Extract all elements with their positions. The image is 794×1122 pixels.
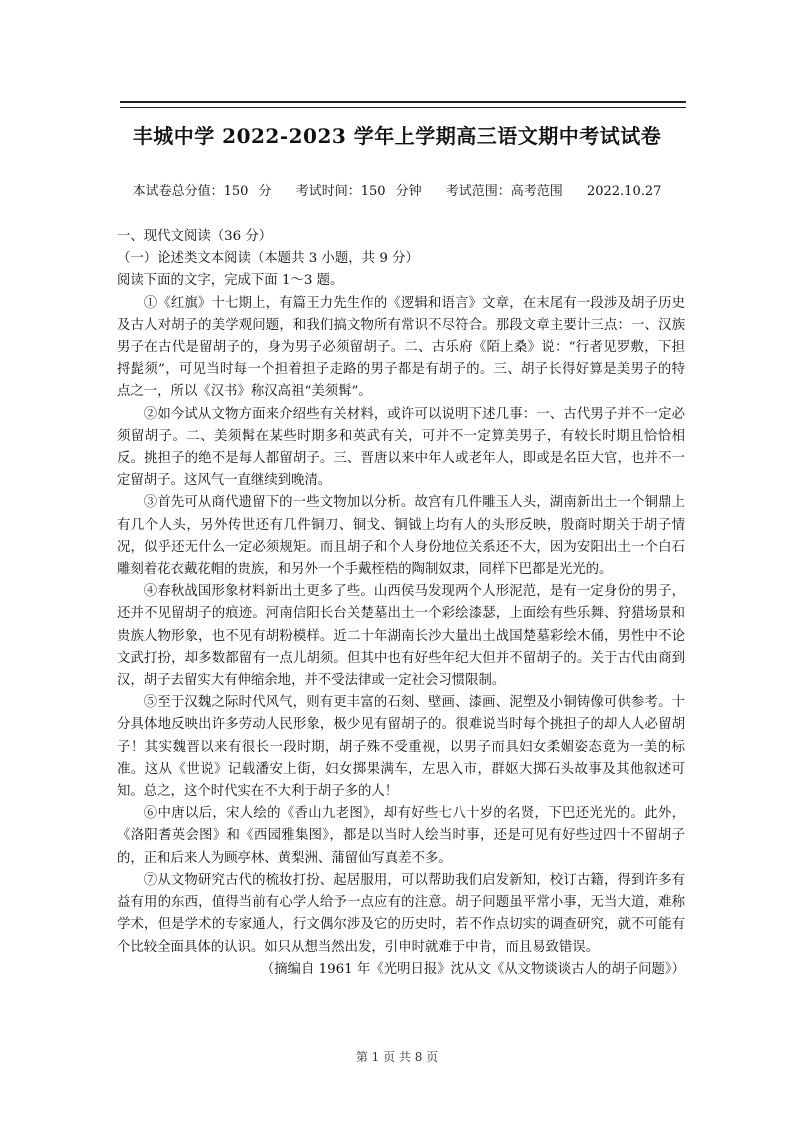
exam-title: 丰城中学 2022-2023 学年上学期高三语文期中考试试卷: [132, 124, 662, 148]
paragraph-7: ⑦从文物研究古代的梳妆打扮、起居服用，可以帮助我们启发新知，校订古籍，得到许多有益有用的东西，值得当前有心学人给予一点应有的注意。胡子问题虽平常小事，无当大道，难称学术，但是学术的专家通人，行文偶尔涉及它的历史时，若不作点切实的调查研究，就不可能有个比较全面具体的认识。如只从想当然出发，引申时就难于中肯，而且易致错误。: [117, 872, 685, 955]
paragraph-1: ①《红旗》十七期上，有篇王力先生作的《逻辑和语言》文章，在末尾有一段涉及胡子历史及古人对胡子的美学观问题，和我们搞文物所有常识不尽符合。那段文章主要计三点：一、汉族男子在古代是留胡子的，身为男子必须留胡子。二、古乐府《陌上桑》说：“行者见罗敷，下担捋髭须”，可见当时每一个担着担子走路的男子都是有胡子的。三、胡子长得好算是美男子的特点之一，所以《汉书》称汉高祖“美须髯”。: [117, 295, 685, 400]
exam-date: 2022.10.27: [586, 184, 662, 199]
exam-scope: 考试范围：高考范围: [445, 184, 563, 199]
total-score: 本试卷总分值：150 分: [132, 184, 272, 199]
paragraph-5: ⑤至于汉魏之际时代风气，则有更丰富的石刻、壁画、漆画、泥塑及小铜铸像可供参考。十分具体地反映出许多劳动人民形象，极少见有留胡子的。很难说当时每个挑担子的却人人必留胡子！其实魏晋以来有很长一段时期，胡子殊不受重视，以男子而具妇女柔媚姿态竟为一美的标准。这从《世说》记载潘安上街，妇女掷果满车，左思入市，群妪大掷石头故事及其他叙述可知。总之，这个时代实在不大利于胡子多的人！: [117, 695, 685, 800]
instruction-text: 阅读下面的文字，完成下面 1～3 题。: [117, 273, 344, 289]
page-number: 第 1 页 共 8 页: [355, 1050, 439, 1064]
paragraph-4: ④春秋战国形象材料新出土更多了些。山西侯马发现两个人形泥范，是有一定身份的男子，还并不见留胡子的痕迹。河南信阳长台关楚墓出土一个彩绘漆瑟，上面绘有些乐舞、狩猎场景和贵族人物形象，也不见有胡粉模样。近二十年湖南长沙大量出土战国楚墓彩绘木俑，男性中不论文武打扮，却多数都留有一点儿胡须。但其中也有好些年纪大但并不留胡子的。关于古代由商到汉，胡子去留实大有伸缩余地，并不受法律或一定社会习惯限制。: [117, 584, 685, 689]
exam-time: 考试时间：150 分钟: [295, 184, 422, 199]
source-citation: （摘编自 1961 年《光明日报》沈从文《从文物谈谈古人的胡子问题》）: [260, 961, 685, 977]
paragraph-2: ②如今试从文物方面来介绍些有关材料，或许可以说明下述几事：一、古代男子并不一定必须留胡子。二、美须髯在某些时期多和英武有关，可并不一定算美男子，有较长时期且恰恰相反。挑担子的绝不是每人都留胡子。三、晋唐以来中年人或老年人，即或是名臣大官，也并不一定留胡子。这风气一直继续到晚清。: [117, 406, 685, 489]
section-heading: 一、现代文阅读（36 分）: [117, 229, 273, 244]
paragraph-3: ③首先可从商代遗留下的一些文物加以分析。故宫有几件雕玉人头，湖南新出土一个铜鼎上有几个人头，另外传世还有几件铜刀、铜戈、铜钺上均有人的头形反映，殷商时期关于胡子情况，似乎还无什么一定必须规矩。而且胡子和个人身份地位关系还不大，因为安阳出土一个白石雕刻着花衣戴花帽的贵族，和另外一个手戴桎梏的陶制奴隶，同样下巴都是光光的。: [117, 495, 685, 578]
header-rule: [120, 101, 686, 103]
subsection-heading: （一）论述类文本阅读（本题共 3 小题，共 9 分）: [117, 251, 419, 267]
paragraph-6: ⑥中唐以后，宋人绘的《香山九老图》，却有好些七八十岁的名贤，下巴还光光的。此外，《洛阳耆英会图》和《西园雅集图》，都是以当时人绘当时事，还是可见有好些过四十不留胡子的，正和后来人为顾亭林、黄梨洲、蒲留仙写真差不多。: [117, 806, 685, 866]
exam-info: [0, 180, 794, 199]
reading-section: [117, 226, 685, 981]
header-rule-thin: [120, 107, 686, 108]
